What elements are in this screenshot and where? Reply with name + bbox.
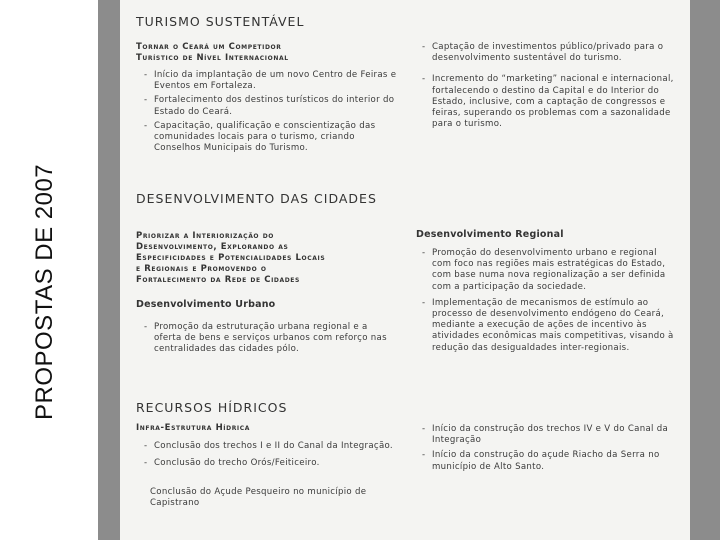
cidades-subtitle-line: e Regionais e Promovendo o [136,264,267,274]
hidricos-right-list [422,424,674,476]
bullet-dash: - [144,120,148,131]
hidricos-subtitle: Infra-Estrutura Hídrica [136,423,251,433]
bullet-dash: - [144,441,148,451]
list-item: - Início da construção do açude Riacho da Serra no município de Alto Santo. [422,450,660,472]
regional-list [422,248,674,357]
bullet-dash: - [422,424,426,434]
list-item: - Início da construção dos trechos IV e V do Canal da Integração [422,424,669,446]
list-item: - Implementação de mecanismos de estímulo ao processo de desenvolvimento endógeno do Ceará, mediante a execução de ações de incentivo às atividades econômicas mais competitivas, visando à redução das desigualdades inter-regionais. [422,297,674,353]
bullet-dash: - [422,450,426,461]
section-title-hidricos: RECURSOS HÍDRICOS [136,400,288,415]
cidades-subtitle-line: Desenvolvimento, Explorando as [136,242,289,252]
bullet-dash: - [144,322,148,332]
bullet-dash: - [144,458,148,469]
bullet-dash: - [422,74,426,85]
hidricos-extra-item: Conclusão do Açude Pesqueiro no município de Capistrano [150,487,367,509]
list-item: - Captação de investimentos público/privado para o desenvolvimento sustentável do turismo. [422,42,664,64]
list-item: - Conclusão do trecho Orós/Feiticeiro. [144,458,320,469]
hidricos-left-list [144,441,398,472]
urbano-heading: Desenvolvimento Urbano [136,299,276,310]
list-item: - Promoção do desenvolvimento urbano e regional com foco nas regiões mais estratégicas do Estado, com base numa nova regionalização a ser definida com a participação da sociedade. [422,248,666,292]
bullet-dash: - [144,95,148,106]
cidades-subtitle [136,231,402,286]
regional-heading: Desenvolvimento Regional [416,229,564,240]
list-item: - Conclusão dos trechos I e II do Canal da Integração. [144,441,393,451]
cidades-subtitle-line: Especificidades e Potencialidades Locais [136,253,326,263]
turismo-subtitle-line: Tornar o Ceará um Competidor [136,42,282,52]
turismo-left-list [144,70,398,157]
document-page [120,0,690,540]
list-item: - Capacitação, qualificação e conscientização das comunidades locais para o turismo, criando Conselhos Municipais do Turismo. [144,120,376,154]
list-item: - Promoção da estruturação urbana regional e a oferta de bens e serviços urbanos com reforço nas centralidades das cidades pólo. [144,322,387,355]
bullet-dash: - [422,297,426,308]
turismo-right-list [422,42,674,133]
bullet-dash: - [144,70,148,80]
cidades-subtitle-line: Fortalecimento da Rede de Cidades [136,275,300,285]
urbano-list [144,322,398,359]
list-item: - Início da implantação de um novo Centro de Feiras e Eventos em Fortaleza. [144,70,397,92]
cidades-subtitle-line: Priorizar a Interiorização do [136,231,274,241]
list-item: - Fortalecimento dos destinos turísticos do interior do Estado do Ceará. [144,95,395,117]
list-item: - Incremento do “marketing” nacional e internacional, fortalecendo o destino da Capital e do Interior do Estado, inclusive, com a captação de congressos e feiras, superando os problemas com a sazonalidade para o turismo. [422,74,674,130]
turismo-subtitle-line: Turístico de Nível Internacional [136,53,289,63]
section-title-cidades: DESENVOLVIMENTO DAS CIDADES [136,191,377,206]
sidebar [0,0,98,540]
section-title-turismo: TURISMO SUSTENTÁVEL [136,14,305,29]
turismo-subtitle [136,42,406,64]
bullet-dash: - [422,248,426,258]
bullet-dash: - [422,42,426,52]
vertical-title: PROPOSTAS DE 2007 [31,163,58,420]
